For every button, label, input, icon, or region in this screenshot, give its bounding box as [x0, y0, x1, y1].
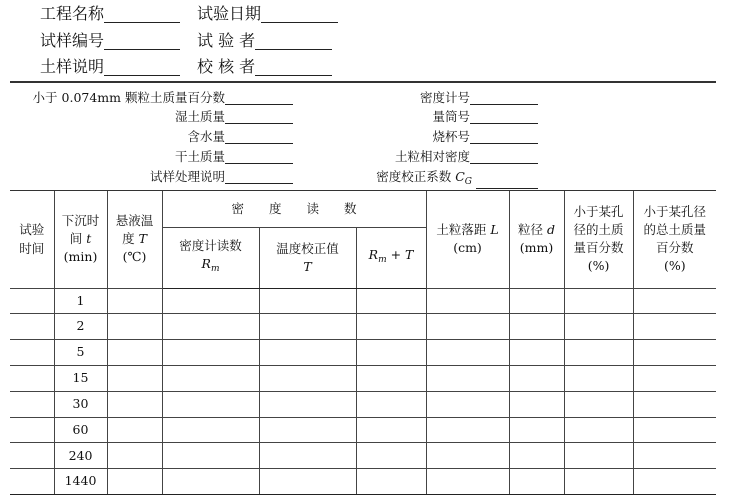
- project-name-label: 工程名称: [40, 4, 105, 23]
- water-content-blank[interactable]: [225, 130, 293, 144]
- data-cell[interactable]: [107, 365, 162, 391]
- data-cell[interactable]: [426, 391, 509, 417]
- water-content-label: 含水量: [187, 129, 225, 144]
- fine-fraction-label: 小于 0.074mm 颗粒土质量百分数: [32, 90, 225, 105]
- pct-line3: 量百分数: [573, 240, 624, 256]
- data-cell[interactable]: [509, 288, 564, 314]
- data-cell[interactable]: [633, 314, 716, 340]
- table-row: [10, 391, 716, 417]
- reading-subscript: m: [210, 264, 220, 274]
- hydrometer-no-blank[interactable]: [470, 91, 538, 105]
- data-cell[interactable]: [426, 417, 509, 443]
- data-cell[interactable]: [564, 469, 633, 495]
- temp-correction-symbol: T: [303, 258, 312, 274]
- dry-soil-mass-blank[interactable]: [225, 150, 293, 164]
- fine-fraction-field[interactable]: [33, 91, 293, 105]
- cylinder-no-blank[interactable]: [470, 110, 538, 124]
- settle-time-value: 60: [54, 417, 107, 443]
- settle-time-value: 1440: [54, 469, 107, 495]
- data-cell[interactable]: [633, 288, 716, 314]
- data-cell[interactable]: [10, 469, 54, 495]
- beaker-no-field[interactable]: [432, 130, 538, 144]
- data-cell[interactable]: [509, 391, 564, 417]
- data-cell[interactable]: [564, 391, 633, 417]
- data-cell[interactable]: [162, 391, 259, 417]
- data-cell[interactable]: [259, 391, 356, 417]
- data-cell[interactable]: [107, 391, 162, 417]
- specific-gravity-blank[interactable]: [470, 150, 538, 164]
- beaker-no-label: 烧杯号: [432, 129, 470, 144]
- pct-line1: 小于某孔: [573, 204, 624, 220]
- total-unit: (%): [663, 258, 686, 274]
- correction-coeff-field[interactable]: [376, 170, 538, 189]
- diameter-label: 粒径: [518, 222, 547, 238]
- project-name-blank[interactable]: [104, 6, 180, 23]
- settle-time-symbol: t: [86, 231, 92, 247]
- data-cell[interactable]: [107, 339, 162, 365]
- correction-coeff-blank[interactable]: [476, 175, 538, 189]
- data-cell[interactable]: [107, 417, 162, 443]
- data-cell[interactable]: [107, 288, 162, 314]
- col-header-fall-distance: [426, 191, 509, 288]
- diameter-unit: (mm): [519, 240, 554, 256]
- data-cell[interactable]: [107, 469, 162, 495]
- col-header-test-time: [10, 191, 54, 288]
- test-date-label: 试验日期: [197, 4, 262, 23]
- data-cell[interactable]: [426, 288, 509, 314]
- correction-coeff-label: 密度校正系数: [376, 169, 456, 184]
- data-cell[interactable]: [356, 417, 426, 443]
- settle-time-value: 240: [54, 443, 107, 469]
- data-cell[interactable]: [509, 314, 564, 340]
- sample-no-label: 试样编号: [40, 31, 105, 50]
- checker-blank[interactable]: [255, 59, 332, 76]
- data-cell[interactable]: [10, 443, 54, 469]
- data-cell[interactable]: [162, 417, 259, 443]
- table-row: [10, 365, 716, 391]
- data-cell[interactable]: [426, 365, 509, 391]
- hydrometer-test-table: [10, 191, 716, 495]
- data-cell[interactable]: [509, 469, 564, 495]
- data-cell[interactable]: [564, 339, 633, 365]
- project-name-field[interactable]: [40, 5, 180, 23]
- wet-soil-mass-blank[interactable]: [225, 110, 293, 124]
- diameter-symbol: d: [547, 222, 556, 238]
- tester-label: 试 验 者: [197, 31, 256, 50]
- pct-line2: 径的土质: [573, 222, 624, 238]
- data-cell[interactable]: [162, 288, 259, 314]
- data-cell[interactable]: [259, 339, 356, 365]
- checker-field[interactable]: [197, 58, 332, 76]
- col-header-density-readings: 密 度 读 数: [162, 191, 426, 227]
- data-cell[interactable]: [10, 339, 54, 365]
- treatment-field[interactable]: [150, 170, 293, 184]
- treatment-label: 试样处理说明: [149, 169, 225, 184]
- dry-soil-mass-field[interactable]: [175, 150, 293, 164]
- data-cell[interactable]: [426, 339, 509, 365]
- test-date-field[interactable]: [197, 5, 338, 23]
- fall-distance-label: 土粒落距: [436, 222, 491, 238]
- wet-soil-mass-label: 湿土质量: [174, 109, 225, 124]
- settle-time-unit: (min): [63, 249, 98, 265]
- data-cell[interactable]: [259, 443, 356, 469]
- data-cell[interactable]: [356, 469, 426, 495]
- data-cell[interactable]: [564, 288, 633, 314]
- corrected-r-rest: + T: [386, 247, 414, 262]
- tester-blank[interactable]: [255, 33, 332, 50]
- col-header-hydrometer-reading: [162, 227, 259, 288]
- data-cell[interactable]: [564, 443, 633, 469]
- col-header-percent-finer: [564, 191, 633, 288]
- beaker-no-blank[interactable]: [470, 130, 538, 144]
- settle-time-value: 30: [54, 391, 107, 417]
- data-cell[interactable]: [633, 417, 716, 443]
- data-cell[interactable]: [10, 417, 54, 443]
- settle-time-value: 2: [54, 314, 107, 340]
- specific-gravity-field[interactable]: [395, 150, 538, 164]
- reading-label: 密度计读数: [179, 238, 242, 253]
- col-header-temp-correction: [259, 227, 356, 288]
- data-cell[interactable]: [162, 469, 259, 495]
- data-cell[interactable]: [564, 314, 633, 340]
- data-cell[interactable]: [162, 339, 259, 365]
- data-cell[interactable]: [633, 339, 716, 365]
- total-line2: 的总土质量: [643, 222, 707, 238]
- pct-unit: (%): [587, 258, 610, 274]
- checker-label: 校 核 者: [197, 57, 256, 76]
- cylinder-no-label: 量筒号: [432, 109, 470, 124]
- corrected-r-symbol: R: [368, 247, 379, 262]
- treatment-blank[interactable]: [225, 170, 293, 184]
- fine-fraction-blank[interactable]: [225, 91, 293, 105]
- temp-line1: 悬液温: [115, 213, 154, 229]
- data-cell[interactable]: [426, 469, 509, 495]
- col-header-settle-time: [54, 191, 107, 288]
- table-row: [10, 288, 716, 314]
- temp-symbol: T: [138, 231, 147, 247]
- settle-time-line1: 下沉时: [61, 213, 100, 229]
- wet-soil-mass-field[interactable]: [175, 110, 293, 124]
- temp-unit: (℃): [122, 249, 147, 265]
- col-header-particle-diameter: [509, 191, 564, 288]
- fall-distance-unit: (cm): [453, 240, 482, 256]
- settle-time-value: 1: [54, 288, 107, 314]
- data-cell[interactable]: [633, 365, 716, 391]
- hydrometer-no-field[interactable]: [420, 91, 538, 105]
- total-line1: 小于某孔径: [643, 204, 707, 220]
- data-cell[interactable]: [107, 443, 162, 469]
- temp-line2: 度: [122, 231, 139, 247]
- col-header-test-time-text: 试验时间: [19, 222, 45, 257]
- data-cell[interactable]: [162, 365, 259, 391]
- soil-desc-blank[interactable]: [104, 59, 180, 76]
- col-header-corrected-reading: [356, 227, 426, 288]
- sample-no-field[interactable]: [40, 32, 180, 50]
- data-cell[interactable]: [259, 314, 356, 340]
- water-content-field[interactable]: [187, 130, 293, 144]
- data-cell[interactable]: [564, 365, 633, 391]
- data-cell[interactable]: [564, 417, 633, 443]
- data-cell[interactable]: [10, 391, 54, 417]
- settle-time-value: 15: [54, 365, 107, 391]
- table-row: [10, 443, 716, 469]
- sample-no-blank[interactable]: [104, 33, 180, 50]
- data-cell[interactable]: [426, 314, 509, 340]
- data-cell[interactable]: [509, 443, 564, 469]
- data-cell[interactable]: [259, 417, 356, 443]
- correction-coeff-subscript: G: [464, 177, 472, 187]
- col-header-total-percent-finer: [633, 191, 716, 288]
- reading-symbol: R: [201, 256, 211, 271]
- table-row: [10, 417, 716, 443]
- data-cell[interactable]: [356, 365, 426, 391]
- table-row: [10, 314, 716, 340]
- test-date-blank[interactable]: [261, 6, 338, 23]
- tester-field[interactable]: [197, 32, 332, 50]
- dry-soil-mass-label: 干土质量: [174, 149, 225, 164]
- soil-desc-label: 土样说明: [40, 57, 105, 76]
- data-cell[interactable]: [162, 443, 259, 469]
- data-cell[interactable]: [509, 365, 564, 391]
- data-cell[interactable]: [633, 443, 716, 469]
- settle-time-line2: 间: [69, 231, 87, 247]
- data-cell[interactable]: [633, 469, 716, 495]
- data-cell[interactable]: [426, 443, 509, 469]
- specific-gravity-label: 土粒相对密度: [394, 149, 470, 164]
- table-row: [10, 469, 716, 495]
- cylinder-no-field[interactable]: [432, 110, 538, 124]
- data-cell[interactable]: [356, 314, 426, 340]
- header-rule: [10, 81, 716, 83]
- data-cell[interactable]: [259, 469, 356, 495]
- data-cell[interactable]: [259, 365, 356, 391]
- data-cell[interactable]: [356, 443, 426, 469]
- temp-correction-label: 温度校正值: [276, 240, 339, 256]
- data-cell[interactable]: [162, 314, 259, 340]
- data-cell[interactable]: [356, 391, 426, 417]
- hydrometer-no-label: 密度计号: [419, 90, 470, 105]
- fall-distance-symbol: L: [490, 222, 499, 238]
- correction-coeff-symbol: C: [455, 169, 465, 184]
- data-cell[interactable]: [10, 314, 54, 340]
- settle-time-value: 5: [54, 339, 107, 365]
- data-cell[interactable]: [633, 391, 716, 417]
- data-cell[interactable]: [10, 288, 54, 314]
- soil-desc-field[interactable]: [40, 58, 180, 76]
- col-header-suspension-temp: [107, 191, 162, 288]
- data-cell[interactable]: [356, 288, 426, 314]
- corrected-r-subscript: m: [378, 255, 387, 265]
- data-cell[interactable]: [509, 339, 564, 365]
- data-cell[interactable]: [356, 339, 426, 365]
- data-cell[interactable]: [107, 314, 162, 340]
- data-cell[interactable]: [10, 365, 54, 391]
- data-cell[interactable]: [509, 417, 564, 443]
- data-cell[interactable]: [259, 288, 356, 314]
- total-line3: 百分数: [656, 240, 694, 256]
- table-row: [10, 339, 716, 365]
